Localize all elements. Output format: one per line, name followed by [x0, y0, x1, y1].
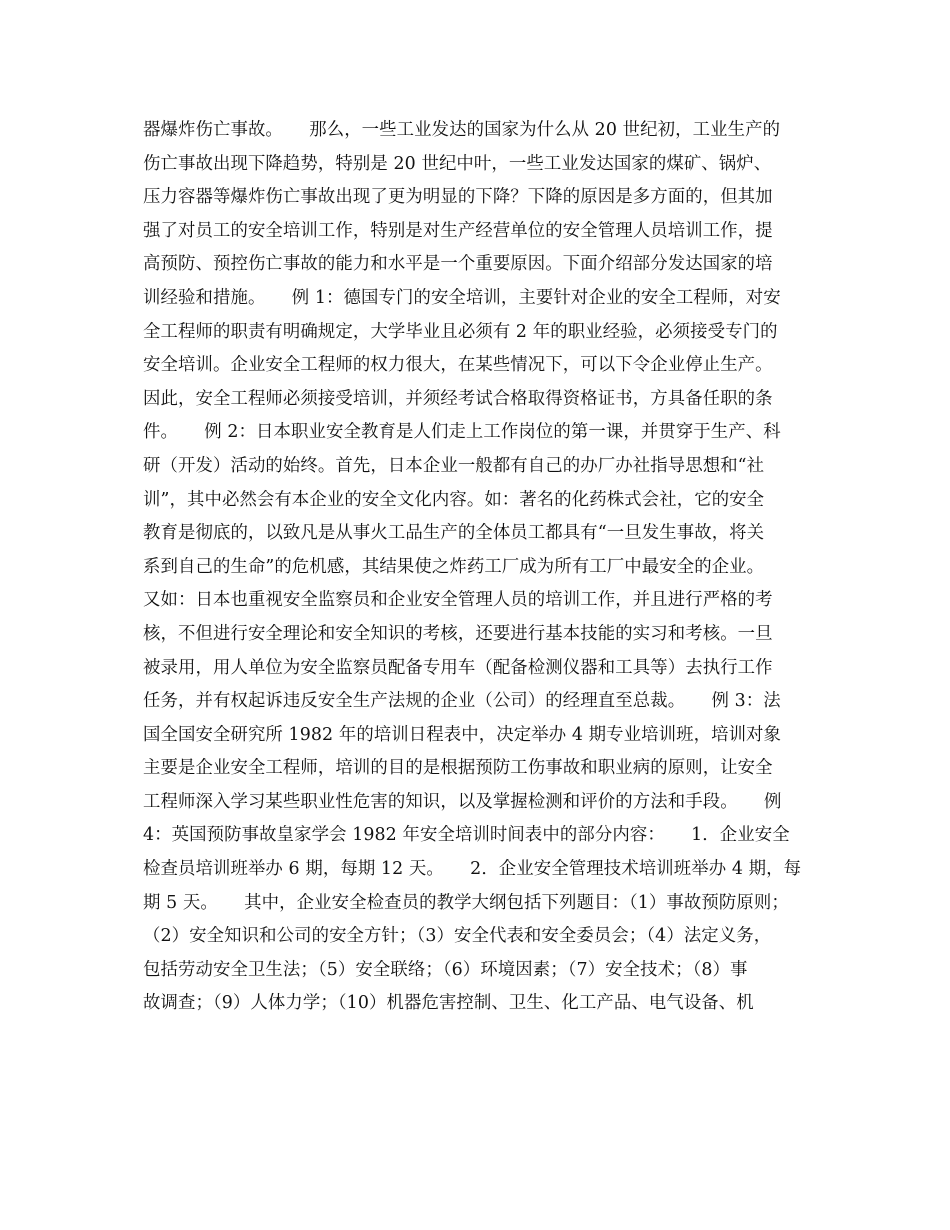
text-line: 因此，安全工程师必须接受培训，并须经考试合格取得资格证书，方具备任职的条 — [143, 388, 773, 409]
text-line: 高预防、预控伤亡事故的能力和水平是一个重要原因。下面介绍部分发达国家的培 — [143, 254, 773, 275]
text-line: （2）安全知识和公司的安全方针；（3）安全代表和安全委员会；（4）法定义务， — [143, 926, 772, 947]
text-line: 压力容器等爆炸伤亡事故出现了更为明显的下降？下降的原因是多方面的，但其加 — [143, 187, 773, 208]
text-line: 被录用，用人单位为安全监察员配备专用车（配备检测仪器和工具等）去执行工作 — [143, 657, 773, 678]
text-line: 系到自己的生命”的危机感，其结果使之炸药工厂成为所有工厂中最安全的企业。 — [143, 556, 765, 577]
text-line: 故调查；（9）人体力学；（10）机器危害控制、卫生、化工产品、电气设备、机 — [143, 993, 754, 1014]
text-line: 伤亡事故出现下降趋势，特别是 20 世纪中叶，一些工业发达国家的煤矿、锅炉、 — [143, 153, 772, 174]
text-line: 件。 例 2：日本职业安全教育是人们走上工作岗位的第一课，并贯穿于生产、科 — [143, 422, 781, 443]
text-line: 研（开发）活动的始终。首先，日本企业一般都有自己的办厂办社指导思想和“社 — [143, 455, 765, 476]
text-line: 检查员培训班举办 6 期，每期 12 天。 2．企业安全管理技术培训班举办 4 期，每 — [143, 859, 802, 880]
text-line: 训经验和措施。 例 1：德国专门的安全培训，主要针对企业的安全工程师，对安 — [143, 287, 781, 308]
text-line: 主要是企业安全工程师，培训的目的是根据预防工伤事故和职业病的原则，让安全 — [143, 758, 773, 779]
text-line: 教育是彻底的，以致凡是从事火工品生产的全体员工都具有“一旦发生事故，将关 — [143, 523, 765, 544]
text-line: 强了对员工的安全培训工作，特别是对生产经营单位的安全管理人员培训工作，提 — [143, 220, 773, 241]
text-line: 核，不但进行安全理论和安全知识的考核，还要进行基本技能的实习和考核。一旦 — [143, 623, 773, 644]
text-line: 训”，其中必然会有本企业的安全文化内容。如：著名的化药株式会社，它的安全 — [143, 489, 765, 510]
text-line: 任务，并有权起诉违反安全生产法规的企业（公司）的经理直至总裁。 例 3：法 — [143, 691, 781, 712]
text-line: 包括劳动安全卫生法；（5）安全联络；（6）环境因素；（7）安全技术；（8）事 — [143, 959, 748, 980]
text-line: 工程师深入学习某些职业性危害的知识，以及掌握检测和评价的方法和手段。 例 — [143, 791, 782, 812]
text-line: 国全国安全研究所 1982 年的培训日程表中，决定举办 4 期专业培训班，培训对象 — [143, 724, 782, 745]
text-line: 期 5 天。 其中，企业安全检查员的教学大纲包括下列题目：（1）事故预防原则； — [143, 892, 789, 913]
text-line: 安全培训。企业安全工程师的权力很大，在某些情况下，可以下令企业停止生产。 — [143, 355, 773, 376]
text-line: 又如：日本也重视安全监察员和企业安全管理人员的培训工作，并且进行严格的考 — [143, 590, 773, 611]
body-text — [143, 114, 823, 1021]
text-line: 4：英国预防事故皇家学会 1982 年安全培训时间表中的部分内容： 1．企业安全 — [143, 825, 790, 846]
text-line: 全工程师的职责有明确规定，大学毕业且必须有 2 年的职业经验，必须接受专门的 — [143, 321, 778, 342]
text-line: 器爆炸伤亡事故。 那么，一些工业发达的国家为什么从 20 世纪初，工业生产的 — [143, 120, 781, 140]
